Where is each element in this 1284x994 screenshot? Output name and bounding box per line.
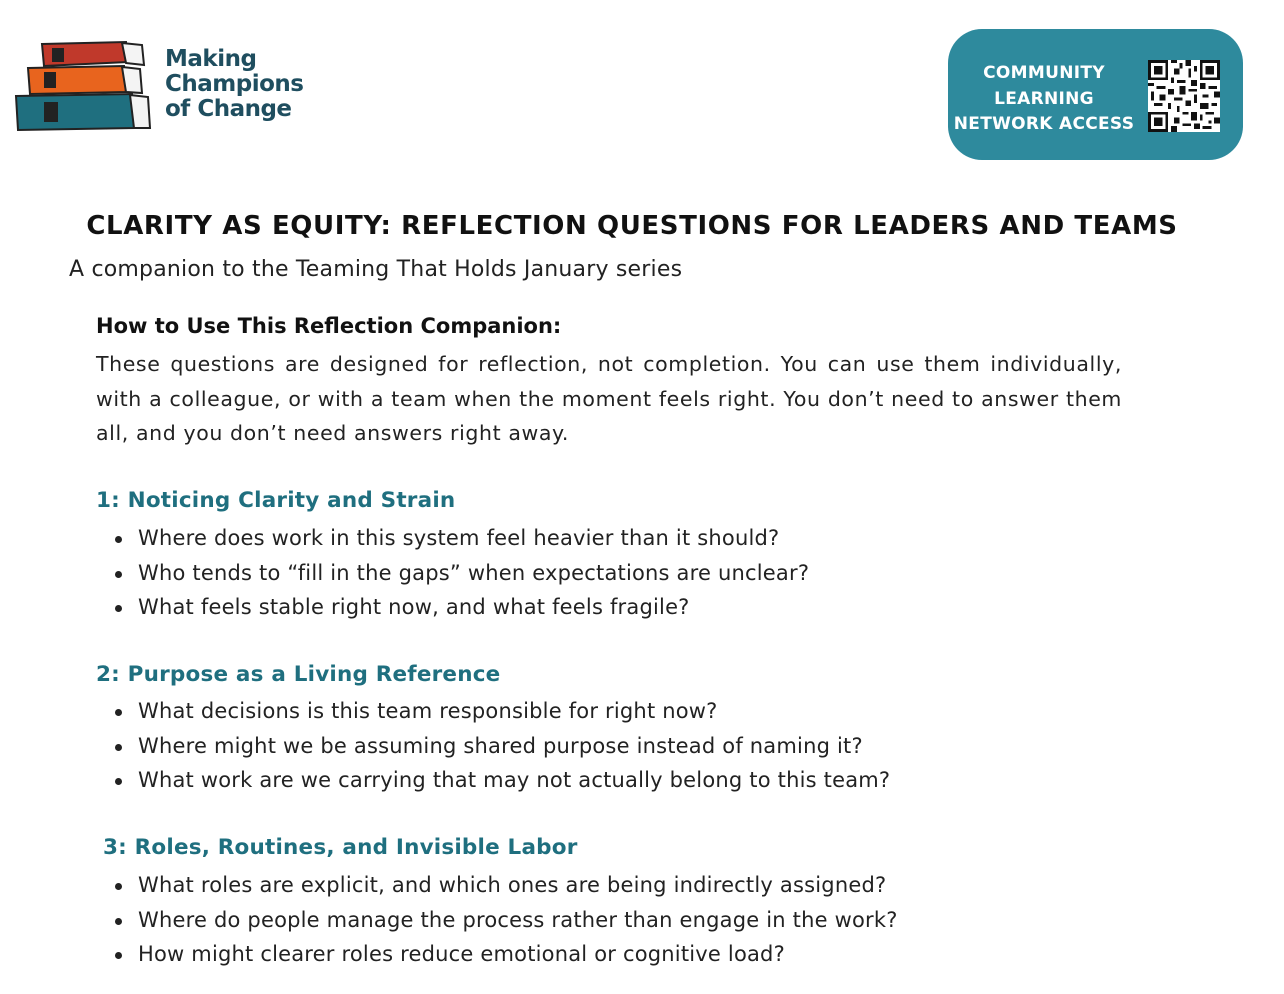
brand-line-2: Champions bbox=[165, 71, 304, 97]
section-1-heading: 1: Noticing Clarity and Strain bbox=[96, 488, 456, 513]
list-item: Where might we be assuming shared purpose instead of naming it? bbox=[112, 729, 890, 764]
list-item: What feels stable right now, and what feels fragile? bbox=[112, 590, 809, 625]
document-title: CLARITY AS EQUITY: REFLECTION QUESTIONS FOR LEADERS AND TEAMS bbox=[86, 211, 1178, 241]
howto-body: These questions are designed for reflection, not completion. You can use them individually, with a colleague, or with a team when the moment feels right. You don’t need to answer them all, and you don’t need answers right away. bbox=[96, 352, 1122, 445]
access-line-1: COMMUNITY bbox=[983, 63, 1105, 83]
access-line-2: LEARNING bbox=[994, 88, 1094, 109]
section-2-heading: 2: Purpose as a Living Reference bbox=[96, 662, 501, 687]
howto-heading: How to Use This Reflection Companion: bbox=[96, 314, 562, 338]
list-item: Who tends to “fill in the gaps” when expectations are unclear? bbox=[112, 556, 809, 591]
book-stack-icon bbox=[14, 40, 164, 132]
access-line-3: NETWORK ACCESS bbox=[953, 114, 1135, 134]
list-item: Where do people manage the process rather than engage in the work? bbox=[112, 903, 898, 938]
document-subtitle: A companion to the Teaming That Holds January series bbox=[69, 257, 683, 282]
section-2-list bbox=[112, 694, 890, 798]
list-item: How might clearer roles reduce emotional or cognitive load? bbox=[112, 937, 898, 972]
list-item: What roles are explicit, and which ones are being indirectly assigned? bbox=[112, 868, 898, 903]
access-label bbox=[948, 61, 1140, 138]
list-item: Where does work in this system feel heavier than it should? bbox=[112, 521, 809, 556]
list-item: What decisions is this team responsible for right now? bbox=[112, 694, 890, 729]
list-item: What work are we carrying that may not actually belong to this team? bbox=[112, 763, 890, 798]
brand-name bbox=[165, 47, 303, 122]
section-3-heading: 3: Roles, Routines, and Invisible Labor bbox=[103, 835, 578, 860]
section-1-list bbox=[112, 521, 809, 625]
qr-code-icon[interactable] bbox=[1148, 60, 1220, 132]
brand-line-1: Making bbox=[165, 46, 257, 72]
section-3-list bbox=[112, 868, 898, 972]
network-access-badge[interactable] bbox=[948, 29, 1243, 160]
brand-line-3: of Change bbox=[165, 96, 292, 122]
logo bbox=[14, 40, 314, 132]
